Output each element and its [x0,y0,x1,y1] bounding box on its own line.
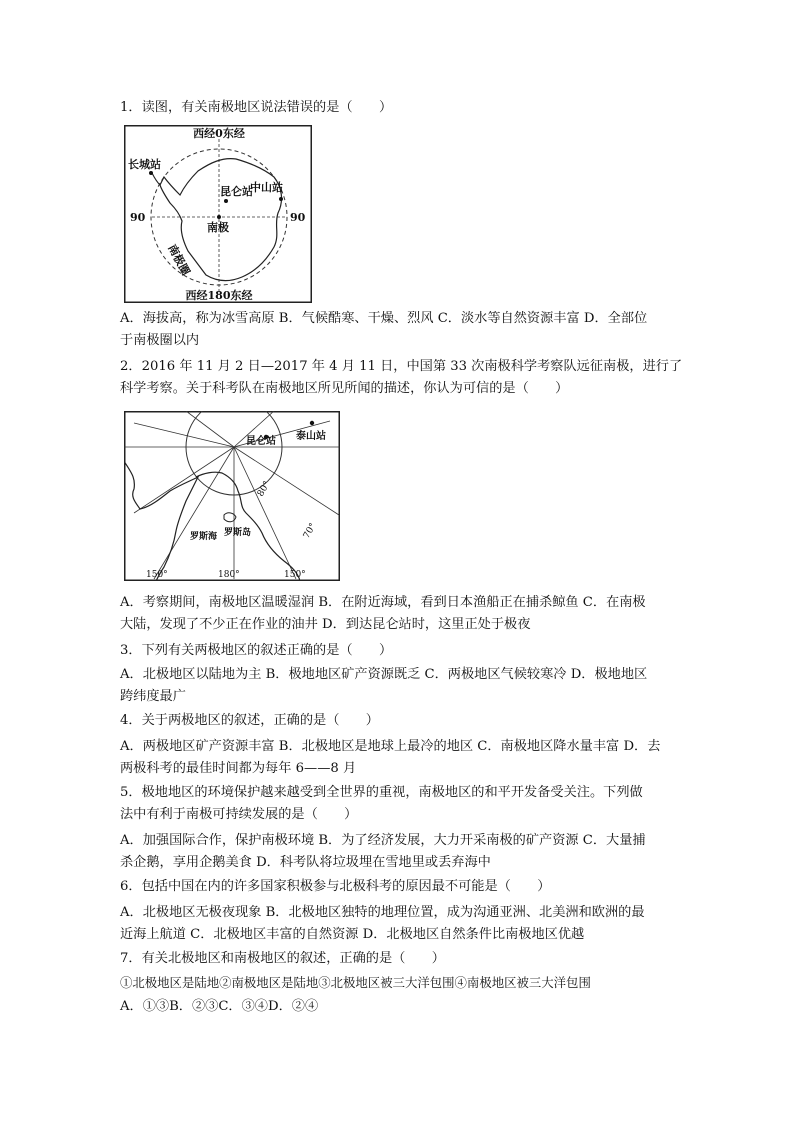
q4-stem: 4．关于两极地区的叙述，正确的是（ ） [120,713,379,728]
q5-stem-line1: 5．极地地区的环境保护越来越受到全世界的重视，南极地区的和平开发备受关注。下列做 [120,785,643,800]
q1-label-circle: 南极圈 [165,242,193,278]
q1-marker-kunlun [224,199,228,203]
q1-figure-antarctica-map [124,125,312,303]
q2-options-line1: A．考察期间，南极地区温暖湿润 B．在附近海域，看到日本渔船正在捕杀鲸鱼 C．在南极 [120,595,646,610]
q2-marker-taishan [310,421,314,425]
q2-label-sea: 罗斯海 [190,532,218,542]
q2-label-lon-left: 150° [146,570,168,580]
q2-label-taishan: 泰山站 [296,431,326,442]
q1-stem: 1．读图，有关南极地区说法错误的是（ ） [120,100,393,115]
q1-marker-changcheng [149,171,153,175]
q1-label-bottom: 西经180东经 [185,289,253,302]
q1-label-changcheng: 长城站 [128,158,161,171]
q6-stem: 6．包括中国在内的许多国家积极参与北极科考的原因最不可能是（ ） [120,879,551,894]
q1-label-zhongshan: 中山站 [250,181,283,194]
q1-label-right: 90 [290,211,306,224]
q2-coast-east [196,472,300,581]
q3-stem: 3．下列有关两极地区的叙述正确的是（ ） [120,643,393,658]
q1-options-line2: 于南极圈以内 [120,333,200,348]
q2-stem-line2: 科学考察。关于科考队在南极地区所见所闻的描述，你认为可信的是（ ） [120,381,569,396]
q2-coast-west [124,461,198,581]
q2-label-lat80: 80° [255,479,273,499]
q1-label-kunlun: 昆仑站 [220,185,253,198]
q1-marker-pole [217,215,221,219]
q5-options-line1: A．加强国际合作，保护南极环境 B．为了经济发展，大力开采南极的矿产资源 C．大量捕 [120,833,646,848]
q3-options-line2: 跨纬度最广 [120,689,186,704]
q2-label-lon-mid: 180° [218,570,240,580]
q7-statements: ①北极地区是陆地②南极地区是陆地③北极地区被三大洋包围④南极地区被三大洋包围 [120,975,591,990]
q2-label-kunlun: 昆仑站 [246,436,276,447]
q1-marker-zhongshan [279,197,283,201]
q1-label-left: 90 [130,211,146,224]
q2-figure-ross-sea-map [124,411,340,581]
q6-options-line1: A．北极地区无极夜现象 B．北极地区独特的地理位置，成为沟通亚洲、北美洲和欧洲的最 [120,905,645,920]
q1-label-top: 西经0东经 [193,127,245,140]
q5-options-line2: 杀企鹅，享用企鹅美食 D．科考队将垃圾埋在雪地里或丢弃海中 [120,855,491,870]
q4-options-line1: A．两极地区矿产资源丰富 B．北极地区是地球上最冷的地区 C．南极地区降水量丰富 D．去 [120,739,661,754]
q4-options-line2: 两极科考的最佳时间都为每年 6——8 月 [120,761,357,776]
q1-options-line1: A．海拔高，称为冰雪高原 B．气候酷寒、干燥、烈风 C．淡水等自然资源丰富 D．全部位 [120,311,648,326]
q2-label-lat70: 70° [301,521,319,541]
q7-options: A．①③B．②③C．③④D．②④ [120,999,319,1014]
q2-label-island: 罗斯岛 [224,528,252,538]
q1-label-pole: 南极 [207,221,229,234]
q2-stem-line1: 2．2016 年 11 月 2 日—2017 年 4 月 11 日，中国第 33 次南极科学考察队远征南极，进行了 [120,359,683,374]
q2-options-line2: 大陆，发现了不少正在作业的油井 D．到达昆仑站时，这里正处于极夜 [120,617,531,632]
q6-options-line2: 近海上航道 C．北极地区丰富的自然资源 D．北极地区自然条件比南极地区优越 [120,927,585,942]
q2-label-lon-right: 150° [284,570,306,580]
q7-stem: 7．有关北极地区和南极地区的叙述，正确的是（ ） [120,951,445,966]
q3-options-line1: A．北极地区以陆地为主 B．极地地区矿产资源既乏 C．两极地区气候较寒冷 D．极地地区 [120,667,648,682]
q5-stem-line2: 法中有利于南极可持续发展的是（ ） [120,807,358,822]
